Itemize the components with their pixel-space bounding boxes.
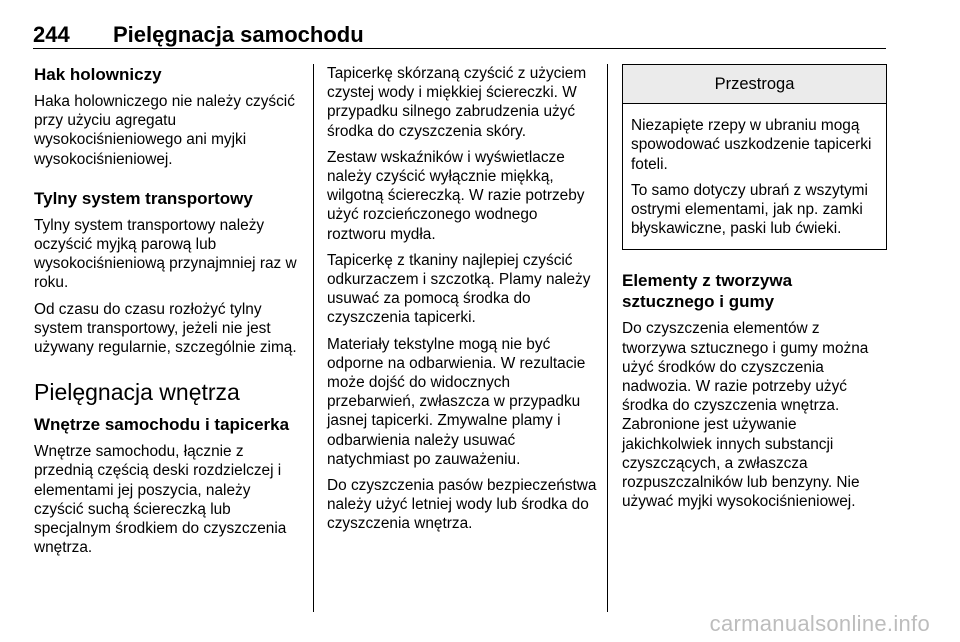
paragraph: Od czasu do czasu rozłożyć tylny system transportowy, jeżeli nie jest używany regularnie, szczególnie zimą.	[34, 300, 297, 357]
column-divider	[607, 64, 608, 612]
caution-body	[623, 104, 886, 249]
paragraph: Niezapięte rzepy w ubraniu mogą spowodować uszkodzenie tapicerki foteli.	[631, 117, 872, 173]
watermark: carmanualsonline.info	[709, 611, 930, 636]
chapter-title: Pielęgnacja samochodu	[113, 22, 364, 47]
paragraph: Wnętrze samochodu, łącznie z przednią częścią deski rozdzielczej i elementami jej poszycia, należy czyścić suchą ściereczką lub specjalnym środkiem do czyszczenia wnętrza.	[34, 443, 287, 557]
caution-box	[622, 64, 887, 250]
page-number: 244	[33, 22, 70, 47]
column-divider	[313, 64, 314, 612]
heading-interior-care: Pielęgnacja wnętrza	[34, 379, 240, 406]
column-right	[622, 64, 887, 518]
paragraph: Materiały tekstylne mogą nie być odporne na odbarwienia. W rezultacie może dojść do widocznych przebarwień, zwłaszcza w przypadku jasnej tapicerki. Zmywalne plamy i odbarwienia należy usuwać natychmiast po zauważeniu.	[327, 335, 586, 468]
heading-tow-hitch: Hak holowniczy	[34, 65, 162, 84]
paragraph: Do czyszczenia pasów bezpieczeństwa należy użyć letniej wody lub środka do czyszczenia wnętrza.	[327, 477, 597, 533]
paragraph: Do czyszczenia elementów z tworzywa sztucznego i gumy można użyć środków do czyszczenia nadwozia. W razie potrzeby użyć środka do czyszczenia wnętrza. Zabronione jest używanie jakichkolwiek innych substancji czyszczących, a zwłaszcza rozpuszczalników lub benzyny. Nie używać myjki wysokociśnieniowej.	[622, 320, 869, 511]
paragraph: Zestaw wskaźników i wyświetlacze należy czyścić wyłącznie miękką, wilgotną ściereczką. W razie potrzeby użyć rozcieńczonego wodnego roztworu mydła.	[327, 148, 585, 243]
paragraph: Haka holowniczego nie należy czyścić przy użyciu agregatu wysokociśnieniowego ani myjki wysokociśnieniowej.	[34, 93, 295, 168]
paragraph: To samo dotyczy ubrań z wszytymi ostrymi elementami, jak np. zamki błyskawiczne, paski lub ćwieki.	[631, 181, 868, 238]
heading-interior-upholstery: Wnętrze samochodu i tapicerka	[34, 415, 290, 435]
column-middle	[327, 64, 597, 541]
heading-rear-carrier: Tylny system transportowy	[34, 188, 253, 208]
paragraph: Tylny system transportowy należy oczyścić myjką parową lub wysokociśnieniową przynajmniej raz w roku.	[34, 216, 297, 292]
column-left	[34, 64, 302, 564]
paragraph: Tapicerkę z tkaniny najlepiej czyścić odkurzaczem i szczotką. Plamy należy usuwać za pomocą środka do czyszczenia tapicerki.	[327, 251, 591, 327]
paragraph: Tapicerkę skórzaną czyścić z użyciem czystej wody i miękkiej ściereczki. W przypadku silnego zabrudzenia użyć środka do czyszczenia skóry.	[327, 65, 587, 140]
caution-title: Przestroga	[623, 65, 886, 104]
heading-plastic-rubber: Elementy z tworzywa sztucznego i gumy	[622, 271, 793, 312]
page-header	[33, 22, 886, 49]
